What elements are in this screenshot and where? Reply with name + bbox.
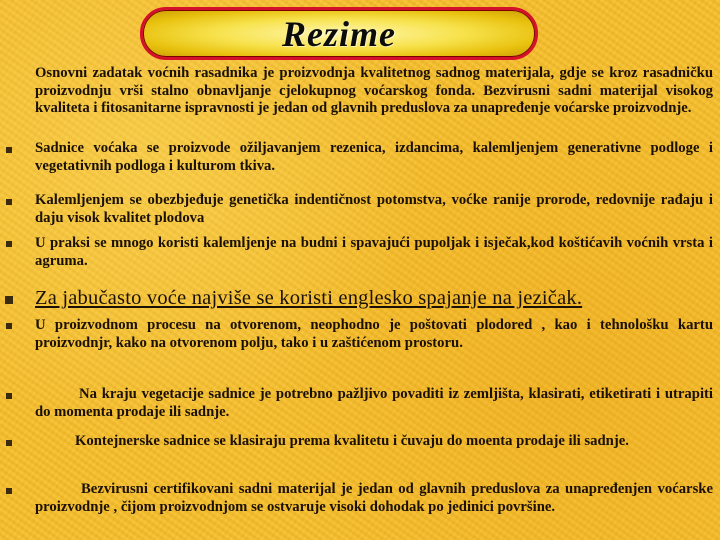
bullet-square-icon (6, 241, 12, 247)
paragraph-5: Za jabučasto voće najviše se koristi englesko spajanje na jezičak. (35, 287, 583, 309)
bullet-square-icon (6, 440, 12, 446)
paragraph-6: U proizvodnom procesu na otvorenom, neophodno je poštovati plodored , kao i tehnološku kartu proizvodnjr, kako na otvorenom polju, tako i u zaštićenom prostoru. (35, 317, 713, 351)
bullet-square-icon (6, 393, 12, 399)
bullet-square-icon (6, 323, 12, 329)
bullet-square-icon (6, 199, 12, 205)
paragraph-7: Na kraju vegetacije sadnice je potrebno pažljivo povaditi iz zemljišta, klasirati, etiketirati i utrapiti do momenta prodaje ili sadnje. (35, 386, 713, 420)
paragraph-3: Kalemljenjem se obezbjeđuje genetička indentičnost potomstva, voćke ranije prorode, redovnije rađaju i daju visok kvalitet plodova (35, 192, 713, 226)
paragraph-1: Osnovni zadatak voćnih rasadnika je proizvodnja kvalitetnog sadnog materijala, gdje se kroz rasadničku proizvodnju vrši stalno obnavljanje cjelokupnog voćarskog fonda. Bezvirusni sadni materijal visokog kvaliteta i fitosanitarne ispravnosti je jedan od glavnih preduslova za unapređenje voćarske proizvodnje. (35, 65, 713, 117)
paragraph-9: Bezvirusni certifikovani sadni materijal je jedan od glavnih preduslova za unapređenjen voćarske proizvodnje , čijom proizvodnjom se ostvaruje visoki dohodak po jedinici površine. (35, 481, 713, 515)
paragraph-8: Kontejnerske sadnice se klasiraju prema kvalitetu i čuvaju do moenta prodaje ili sadnje. (75, 433, 629, 449)
bullet-square-icon (5, 296, 13, 304)
bullet-square-icon (6, 147, 12, 153)
paragraph-4: U praksi se mnogo koristi kalemljenje na budni i spavajući pupoljak i isječak,kod koštićavih voćnih vrsta i agruma. (35, 235, 713, 269)
bullet-square-icon (6, 488, 12, 494)
paragraph-2: Sadnice voćaka se proizvode ožiljavanjem rezenica, izdancima, kalemljenjem generativne podloge i vegetativnih podloga i kulturom tkiva. (35, 140, 713, 174)
slide-title: Rezime (282, 13, 396, 54)
